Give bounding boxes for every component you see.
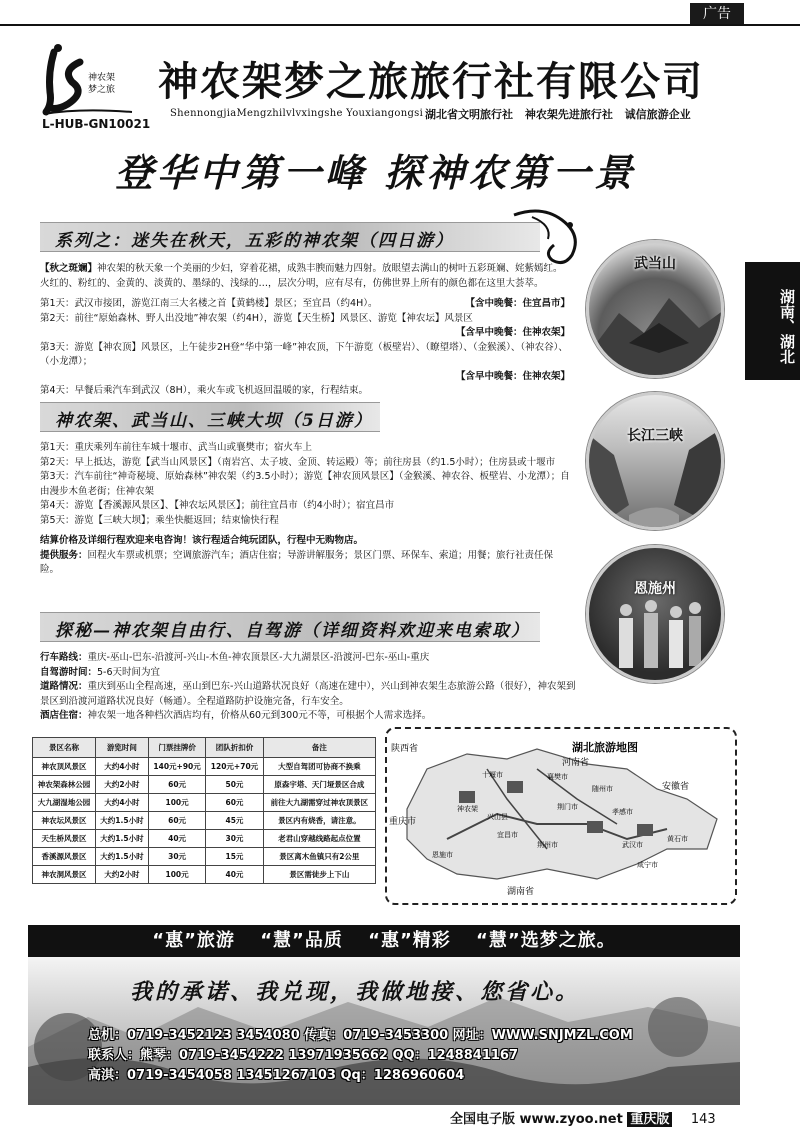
map-label: 恩施市 <box>432 851 453 859</box>
map-label: 荆州市 <box>537 841 558 849</box>
page-number: 143 <box>690 1112 716 1127</box>
top-divider <box>0 24 800 26</box>
map-title: 湖北旅游地图 <box>572 741 638 754</box>
map-label: 重庆市 <box>389 817 417 827</box>
autumn-label: 【秋之斑斓】 <box>40 263 98 274</box>
s2-day5: 第5天：游览【三峡大坝】；乘坐快艇返回；结束愉快行程 <box>40 514 279 526</box>
section3-title: 探秘—神农架自由行、自驾游（详细资料欢迎来电索取） <box>55 621 530 641</box>
map-label: 孝感市 <box>612 808 633 816</box>
map-label: 河南省 <box>562 758 590 768</box>
label-wudangshan: 武当山 <box>634 256 676 272</box>
map-label: 湖南省 <box>507 887 535 897</box>
table-row: 神农架森林公园 大约2小时 60元 50元 原森宇塔、天门垭景区合成 <box>33 776 376 794</box>
col-group-price: 团队折扣价 <box>206 738 263 758</box>
s2-service: 回程火车票或机票；空调旅游汽车；酒店住宿；导游讲解服务；景区门票、环保车、索道；用餐；旅行社责任保险。 <box>40 549 554 575</box>
contact-person1: 联系人：熊琴：0719-3454222 13971935662 QQ：1248841167 <box>88 1048 519 1063</box>
section2-title: 神农架、武当山、三峡大坝（5日游） <box>55 411 373 431</box>
table-row: 大九湖湿地公园 大约4小时 100元 60元 前往大九湖需穿过神农顶景区 <box>33 794 376 812</box>
duration-text: 5-6天时间为宜 <box>97 666 161 678</box>
map-label: 武汉市 <box>622 841 643 849</box>
table-row: 神农顶风景区 大约4小时 140元+90元 120元+70元 大型自驾团可协商不换乘 <box>33 758 376 776</box>
hubei-tour-map <box>385 727 737 905</box>
map-label: 咸宁市 <box>637 861 658 869</box>
s2-service-label: 提供服务： <box>40 549 88 561</box>
region-tab: 湖南、湖北 <box>745 262 800 380</box>
contact-person2: 高淇：0719-3454058 13451267103 Qq：1286960604 <box>88 1068 465 1083</box>
company-logo <box>40 42 140 122</box>
contact-main: 总机：0719-3452123 3454080 传真：0719-3453300 网址：WWW.SNJMZL.COM <box>88 1028 633 1043</box>
footer-url: www.zyoo.net <box>519 1112 623 1127</box>
map-label: 黄石市 <box>667 835 688 843</box>
company-honors: 湖北省文明旅行社 神农架先进旅行社 诚信旅游企业 <box>425 108 691 121</box>
label-three-gorges: 长江三峡 <box>627 428 683 444</box>
s1-day2: 第2天：前往“原始森林、野人出没地”神农架（约4H），游览【天生桥】风景区、游览【神农坛】风景区 <box>40 312 473 324</box>
road-label: 道路情况： <box>40 681 88 692</box>
map-label: 荆门市 <box>557 803 578 811</box>
table-row: 天生桥风景区 大约1.5小时 40元 30元 老君山穿越线路起点位置 <box>33 830 376 848</box>
photo-wudangshan <box>586 240 724 378</box>
s2-day2: 第2天：早上抵达，游览【武当山风景区】（南岩宫、太子坡、金顶、转运殿）等；前往房县（约1.5小时）；住房县或十堰市 <box>40 456 556 468</box>
s2-note: 结算价格及详细行程欢迎来电咨询！该行程适合纯玩团队，行程中无购物店。 <box>40 535 364 546</box>
table-row: 神农坛风景区 大约1.5小时 60元 45元 景区内有烧香，请注意。 <box>33 812 376 830</box>
route-label: 行车路线： <box>40 652 88 663</box>
map-label: 神农架 <box>457 805 478 813</box>
section1-title: 系列之：迷失在秋天，五彩的神农架（四日游） <box>55 231 454 251</box>
s2-day1: 第1天：重庆乘列车前往车城十堰市、武当山或襄樊市；宿火车上 <box>40 442 313 453</box>
promise-slogan: 我的承诺、我兑现，我做地接、您省心。 <box>130 979 581 1005</box>
s1-day1-note: 【含中晚餐：住宜昌市】 <box>465 298 570 309</box>
map-label: 十堰市 <box>482 771 503 779</box>
table-header <box>33 738 376 758</box>
logo-line1: 神农架 <box>88 73 116 83</box>
s2-day3: 第3天：汽车前往“神奇秘境、原始森林”神农架（约3.5小时）；游览【神农顶风景区】（金猴溪、神农谷、板壁岩、小龙潭）；自由漫步木鱼老街；住神农架 <box>40 471 570 497</box>
col-remark: 备注 <box>263 738 375 758</box>
s1-day3-note: 【含早中晚餐：住神农架】 <box>455 370 570 382</box>
hotel-label: 酒店住宿： <box>40 710 88 721</box>
duration-label: 自驾游时间： <box>40 666 98 678</box>
road-text: 重庆到巫山全程高速，巫山到巴东-兴山道路状况良好（高速在建中），兴山到神农架生态旅游公路（很好），神农架到景区到沿渡河道路状况良好（畅通）。全程道路防护设施完备，行车安全。 <box>40 681 576 707</box>
s2-day4: 第4天：游览【香溪源风景区】、【神农坛风景区】；前往宜昌市（约4小时）；宿宜昌市 <box>40 500 395 511</box>
price-table <box>32 737 376 884</box>
main-slogan: 登华中第一峰 探神农第一景 <box>115 150 637 195</box>
motto-banner: “惠”旅游 “慧”品质 “惠”精彩 “慧”选梦之旅。 <box>28 925 740 957</box>
footer-label: 全国电子版 <box>450 1112 516 1127</box>
label-enshi: 恩施州 <box>634 581 676 597</box>
col-list-price: 门票挂牌价 <box>148 738 205 758</box>
license-code: L-HUB-GN10021 <box>42 117 151 131</box>
photo-enshi <box>586 545 724 683</box>
company-pinyin: ShennongjiaMengzhilvlvxingshe Youxiangongsi <box>170 108 424 119</box>
s1-day4: 第4天：早餐后乘汽车到武汉（8H），乘火车或飞机返回温暖的家，行程结束。 <box>40 385 368 396</box>
section1-body <box>40 262 570 399</box>
map-label: 陕西省 <box>391 744 419 754</box>
col-time: 游览时间 <box>95 738 148 758</box>
footer-edition: 重庆版 <box>627 1112 672 1127</box>
section3-body <box>40 651 580 724</box>
map-label: 兴山县 <box>487 813 508 821</box>
hotel-text: 神农架一地各种档次酒店均有，价格从60元到300元不等，可根据个人需求选择。 <box>87 710 432 721</box>
autumn-intro: 神农架的秋天象一个美丽的少妇，穿着花裙，成熟丰腴而魅力四射。放眼望去满山的树叶五彩斑斓、姹紫嫣红。火红的、粉红的、金黄的、淡黄的、墨绿的、浅绿的…，层次分明，应有尽有，仿佛世界上所有的颜色都在这里大荟萃。 <box>40 263 563 289</box>
map-label: 随州市 <box>592 785 613 793</box>
ad-label: 广告 <box>690 3 744 25</box>
company-name: 神农架梦之旅旅行社有限公司 <box>158 59 704 105</box>
s1-day1: 第1天：武汉市接团，游览江南三大名楼之首【黄鹤楼】景区；至宜昌（约4H）。 <box>40 298 378 309</box>
col-spot: 景区名称 <box>33 738 96 758</box>
table-row: 香溪源风景区 大约1.5小时 30元 15元 景区离木鱼镇只有2公里 <box>33 848 376 866</box>
logo-line2: 梦之旅 <box>88 85 116 95</box>
map-label: 襄樊市 <box>547 773 568 781</box>
s1-day3: 第3天：游览【神农顶】风景区，上午徒步2H登“华中第一峰”神农顶，下午游览（板壁岩）、（瞭望塔）、（金猴溪）、（神农谷）、（小龙潭）； <box>40 341 568 367</box>
route-text: 重庆-巫山-巴东-沿渡河-兴山-木鱼-神农顶景区-大九湖景区-沿渡河-巴东-巫山-重庆 <box>87 652 430 663</box>
map-label: 宜昌市 <box>497 831 518 839</box>
photo-three-gorges <box>586 392 724 530</box>
map-label: 安徽省 <box>662 782 690 792</box>
s1-day2-note: 【含早中晚餐：住神农架】 <box>455 327 570 338</box>
section2-body <box>40 441 570 578</box>
page-footer <box>450 1108 716 1127</box>
table-row: 神农洞风景区 大约2小时 100元 40元 景区需徒步上下山 <box>33 866 376 884</box>
